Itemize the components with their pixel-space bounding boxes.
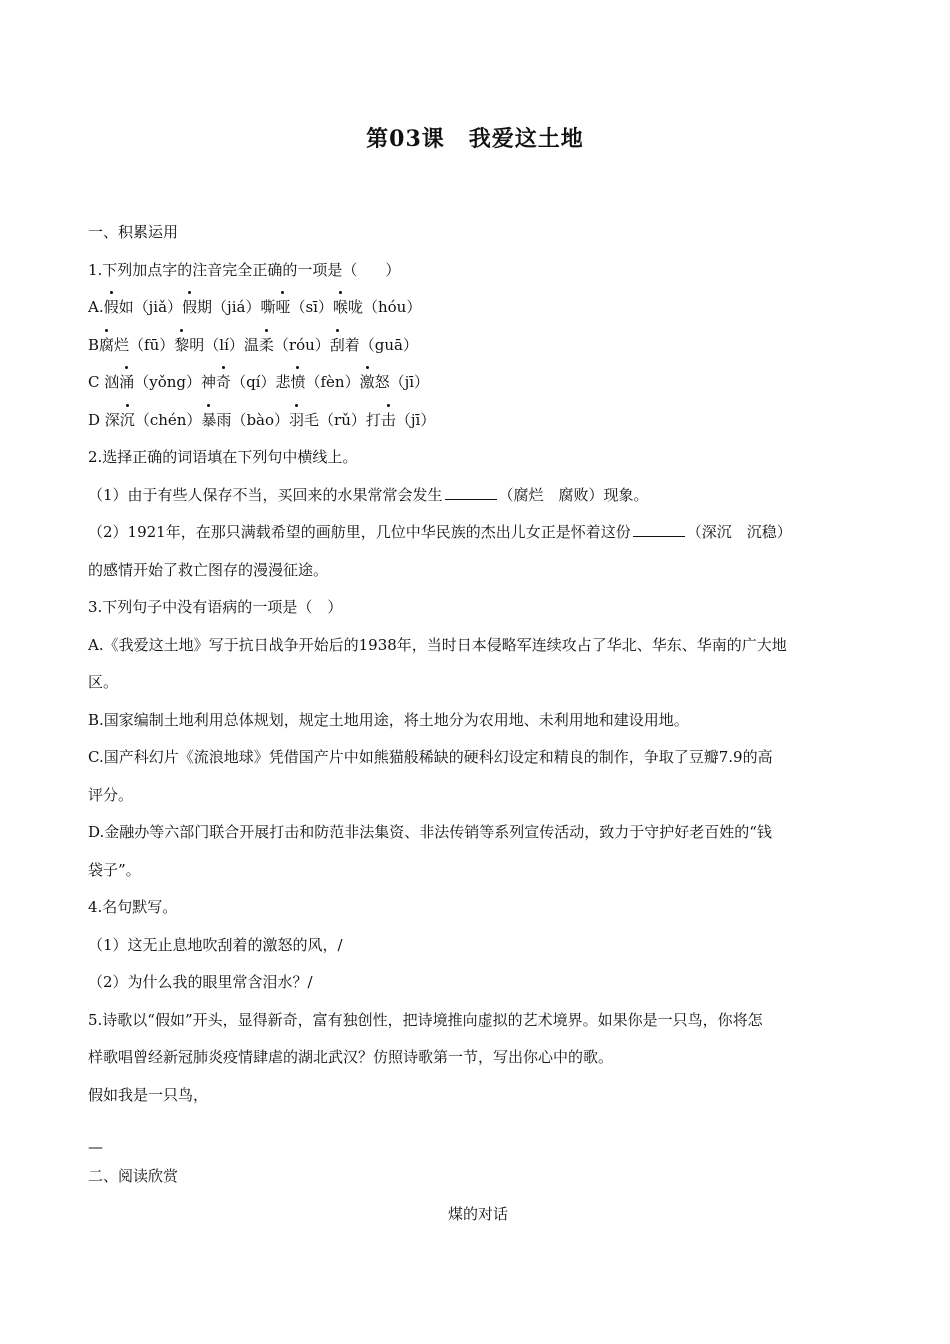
- page-title: [0, 122, 950, 153]
- question-4-item-2: （2）为什么我的眼里常含泪水？/: [88, 973, 313, 991]
- lesson-name: 我爱这土地: [468, 126, 584, 152]
- question-3-option-a: A.《我爱这土地》写于抗日战争开始后的1938年，当时日本侵略军连续攻占了华北、华东、华南的广大地: [88, 635, 787, 654]
- question-3-option-c-cont: 评分。: [88, 785, 134, 804]
- section-heading-1: 一、积累运用: [88, 223, 179, 241]
- fill-blank[interactable]: [445, 485, 497, 500]
- question-3-option-a-cont: 区。: [88, 673, 119, 691]
- question-3-option-d: D.金融办等六部门联合开展打击和防范非法集资、非法传销等系列宣传活动，致力于守护好老百姓的“钱: [88, 823, 772, 841]
- section-heading-2: 二、阅读欣赏: [88, 1167, 179, 1185]
- question-3-option-d-cont: 袋子”。: [88, 860, 141, 879]
- answer-dash: —: [88, 1138, 103, 1156]
- question-1-option-d: D 深沉（chén）暴雨（bào）羽毛（rǔ）打击（jī）: [88, 402, 868, 440]
- question-1-option-b: B腐烂（fū）黎明（lí）温柔（róu）刮着（guā）: [88, 327, 868, 365]
- question-5-prompt: 假如我是一只鸟，: [88, 1085, 209, 1104]
- question-2-sentence-1: （1）由于有些人保存不当，买回来的水果常常会发生 （腐烂 腐败）现象。: [88, 485, 649, 504]
- question-4-item-1: （1）这无止息地吹刮着的激怒的风，/: [88, 935, 343, 954]
- question-1-option-a: A.假如（jiǎ）假期（jiá）嘶哑（sī）喉咙（hóu）: [88, 289, 868, 327]
- passage-title: 煤的对话: [447, 1204, 508, 1223]
- fill-blank[interactable]: [633, 522, 685, 537]
- question-2-sentence-2-cont: 的感情开始了救亡图存的漫漫征途。: [88, 560, 329, 579]
- question-5-stem: 5.诗歌以“假如”开头，显得新奇，富有独创性，把诗境推向虚拟的艺术境界。如果你是一只鸟，你将怎: [88, 1010, 763, 1029]
- question-2-stem: 2.选择正确的词语填在下列句中横线上。: [88, 448, 358, 466]
- question-4-stem: 4.名句默写。: [88, 898, 178, 916]
- question-3-stem: 3.下列句子中没有语病的一项是（ ）: [88, 598, 343, 616]
- lesson-number: 第03课: [366, 126, 445, 152]
- question-3-option-c: C.国产科幻片《流浪地球》凭借国产片中如熊猫般稀缺的硬科幻设定和精良的制作，争取了豆瓣7.9的高: [88, 748, 773, 766]
- question-1-stem: 1.下列加点字的注音完全正确的一项是（ ）: [88, 260, 401, 279]
- question-2-sentence-2: （2）1921年，在那只满载希望的画舫里，几位中华民族的杰出儿女正是怀着这份 （深沉 沉稳）: [88, 523, 792, 541]
- question-5-stem-cont: 样歌唱曾经新冠肺炎疫情肆虐的湖北武汉？仿照诗歌第一节，写出你心中的歌。: [88, 1048, 614, 1066]
- worksheet-body: [88, 214, 868, 1233]
- question-3-option-b: B.国家编制土地利用总体规划，规定土地用途，将土地分为农用地、未利用地和建设用地。: [88, 710, 689, 729]
- question-1-option-c: C 汹涌（yǒng）神奇（qí）悲愤（fèn）激怒（jī）: [88, 364, 868, 402]
